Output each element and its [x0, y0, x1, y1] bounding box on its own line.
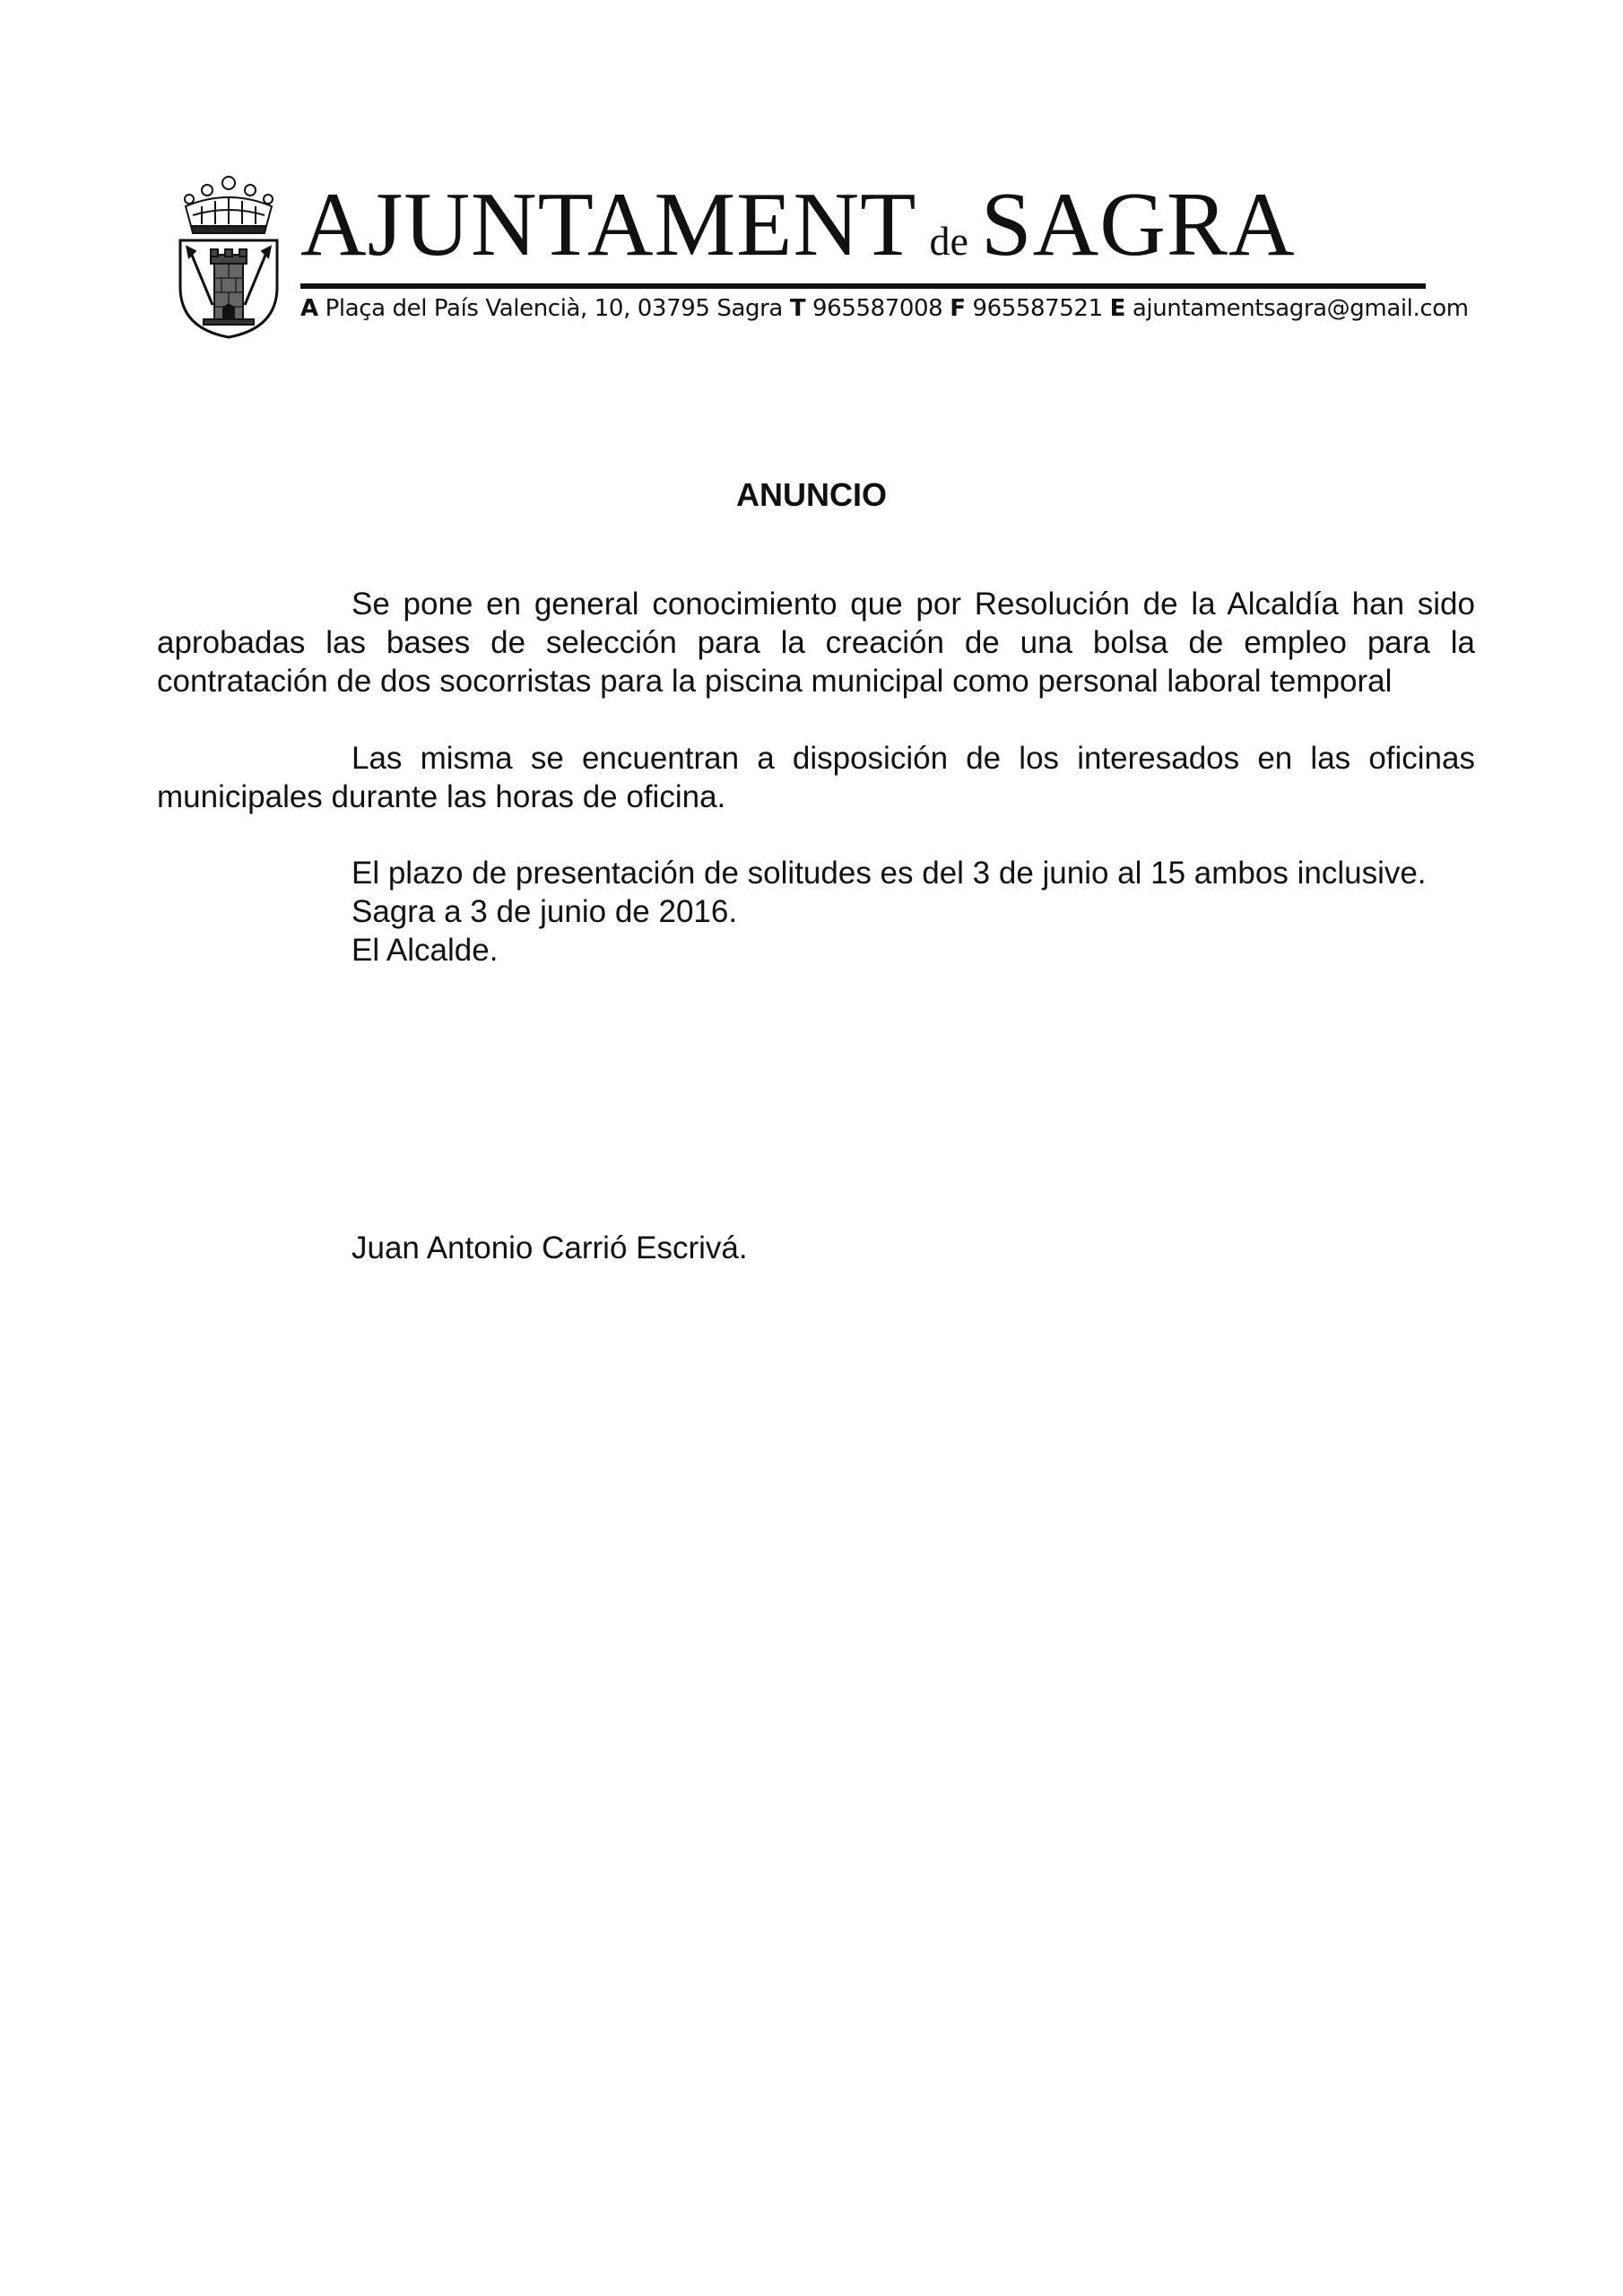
municipality-name [300, 176, 1430, 274]
phone-tag: T [789, 295, 806, 322]
paragraph-availability: Las misma se encuentran a disposición de los interesados en las oficinas municipales durante las horas de oficina. [157, 741, 1475, 814]
fax-number: 965587521 [972, 295, 1103, 322]
phone-number: 965587008 [812, 295, 943, 322]
email-tag: E [1109, 295, 1125, 322]
email-address: ajuntamentsagra@gmail.com [1132, 295, 1469, 322]
place-date-line: Sagra a 3 de junio de 2016. [352, 894, 738, 929]
name-part-de: de [929, 218, 968, 264]
address-tag: A [300, 295, 318, 322]
paragraph-announcement: Se pone en general conocimiento que por Resolución de la Alcaldía han sido aprobadas las bases de selección para la creación de una bolsa de empleo para la contratación de dos socorristas para la piscina municipal como personal laboral temporal [157, 587, 1475, 699]
letterhead-divider [300, 283, 1426, 289]
municipal-coat-of-arms-icon [175, 170, 282, 341]
letterhead [175, 170, 1469, 341]
fax-tag: F [950, 295, 966, 322]
name-part-sagra: SAGRA [980, 174, 1296, 275]
contact-line [300, 291, 1469, 326]
signer-title: El Alcalde. [352, 933, 499, 968]
signer-name: Juan Antonio Carrió Escrivá. [352, 1231, 748, 1265]
deadline-line: El plazo de presentación de solitudes es del 3 de junio al 15 ambos inclusive. [352, 856, 1427, 891]
name-part-ajuntament: AJUNTAMENT [300, 174, 917, 275]
document-title: ANUNCIO [736, 476, 887, 513]
address-text: Plaça del País Valencià, 10, 03795 Sagra [325, 295, 783, 322]
